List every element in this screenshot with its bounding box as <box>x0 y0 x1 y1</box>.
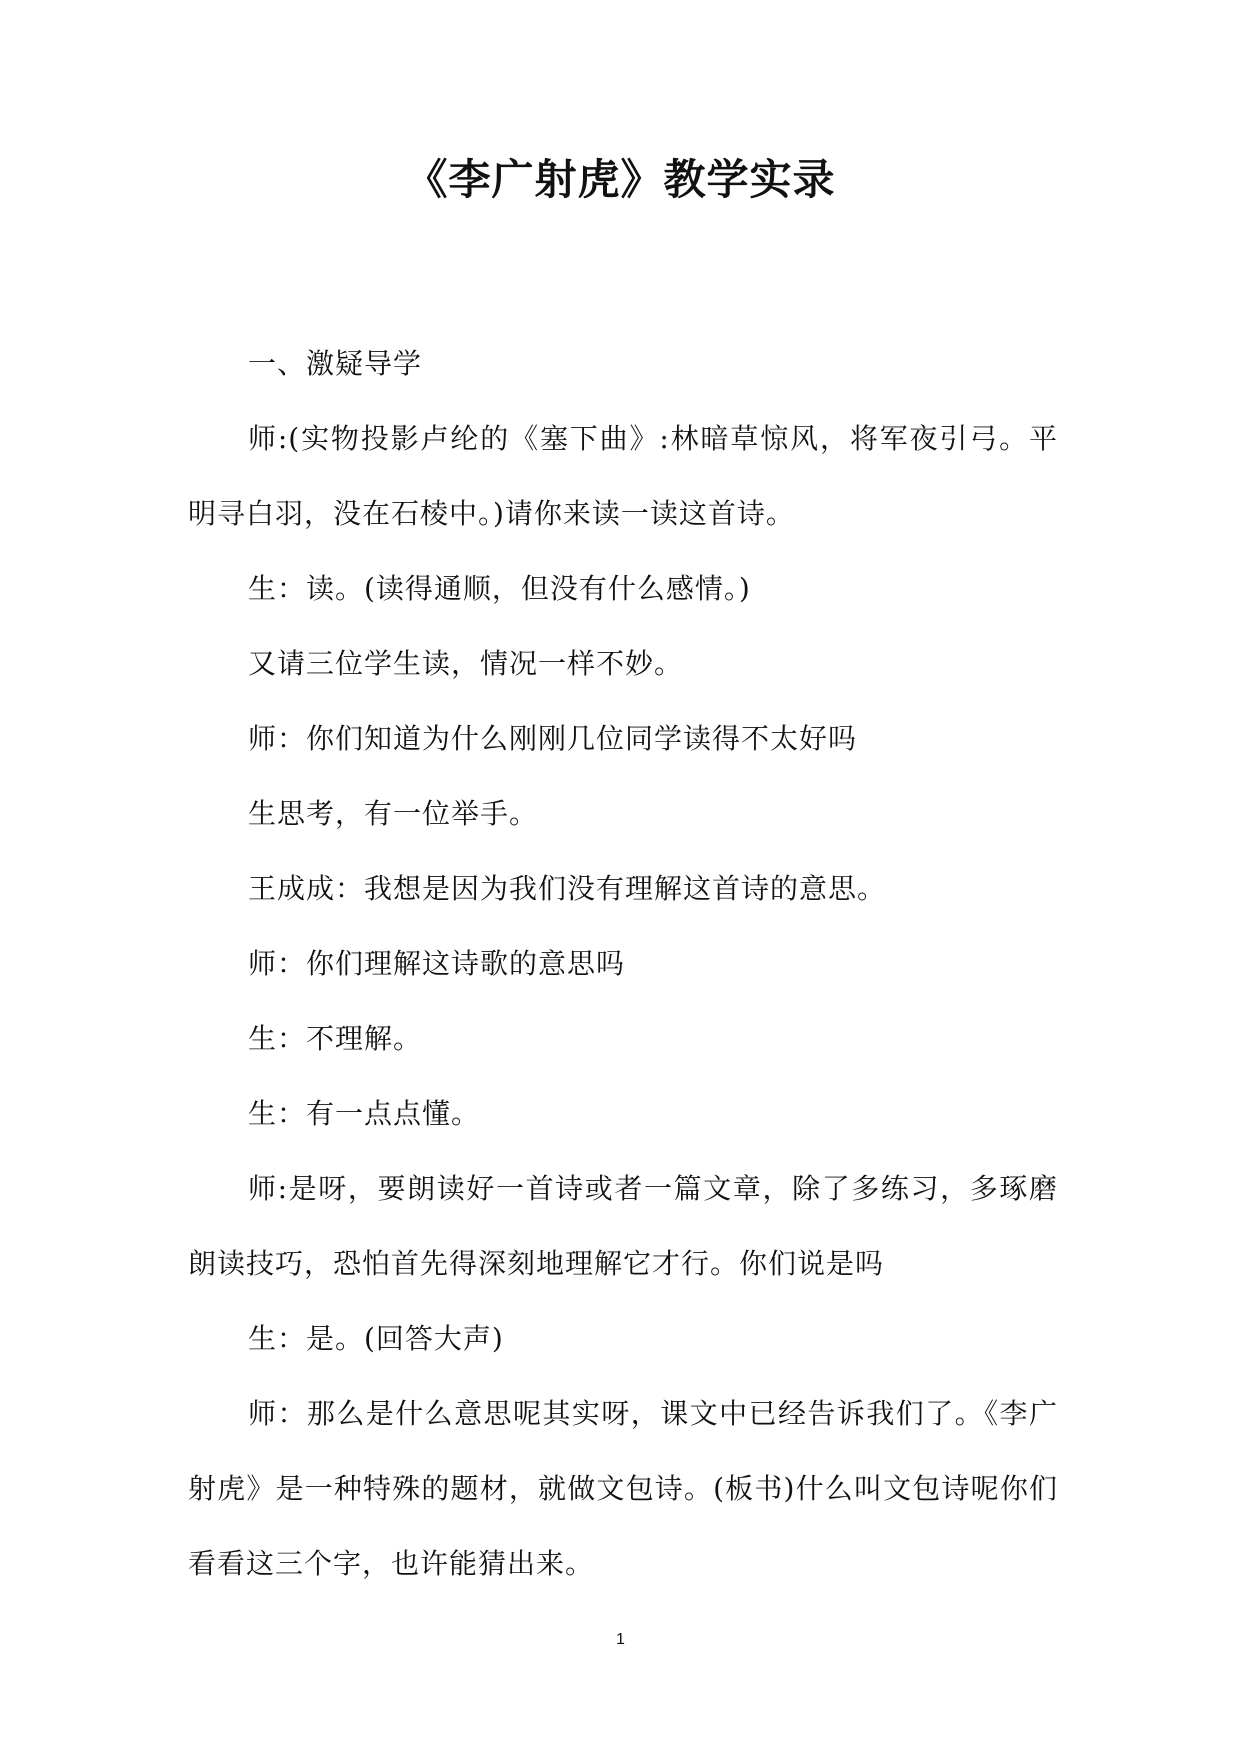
paragraph: 生：不理解。 <box>248 1022 423 1055</box>
paragraph: 师：你们知道为什么刚刚几位同学读得不太好吗 <box>248 722 858 755</box>
paragraph: 师:(实物投影卢纶的《塞下曲》:林暗草惊风，将军夜引弓。平明寻白羽，没在石棱中。)请你来读一读这首诗。 <box>188 422 1058 530</box>
paragraph: 师：那么是什么意思呢其实呀，课文中已经告诉我们了。《李广射虎》是一种特殊的题材，就做文包诗。(板书)什么叫文包诗呢你们看看这三个字，也许能猜出来。 <box>188 1397 1058 1580</box>
paragraph: 师：你们理解这诗歌的意思吗 <box>248 947 626 980</box>
page-number: 1 <box>616 1631 625 1648</box>
paragraph: 又请三位学生读，情况一样不妙。 <box>248 647 684 680</box>
document-title: 《李广射虎》教学实录 <box>405 155 836 204</box>
paragraph-section-heading: 一、激疑导学 <box>248 347 423 380</box>
paragraph: 生思考，有一位举手。 <box>248 797 539 830</box>
paragraph: 生：有一点点懂。 <box>248 1097 481 1130</box>
paragraph: 王成成：我想是因为我们没有理解这首诗的意思。 <box>248 872 887 905</box>
paragraph: 生：读。(读得通顺，但没有什么感情。) <box>248 572 751 605</box>
document-body <box>188 326 1058 1601</box>
paragraph: 生：是。(回答大声) <box>248 1322 504 1355</box>
paragraph: 师:是呀，要朗读好一首诗或者一篇文章，除了多练习，多琢磨朗读技巧，恐怕首先得深刻地理解它才行。你们说是吗 <box>188 1172 1058 1280</box>
